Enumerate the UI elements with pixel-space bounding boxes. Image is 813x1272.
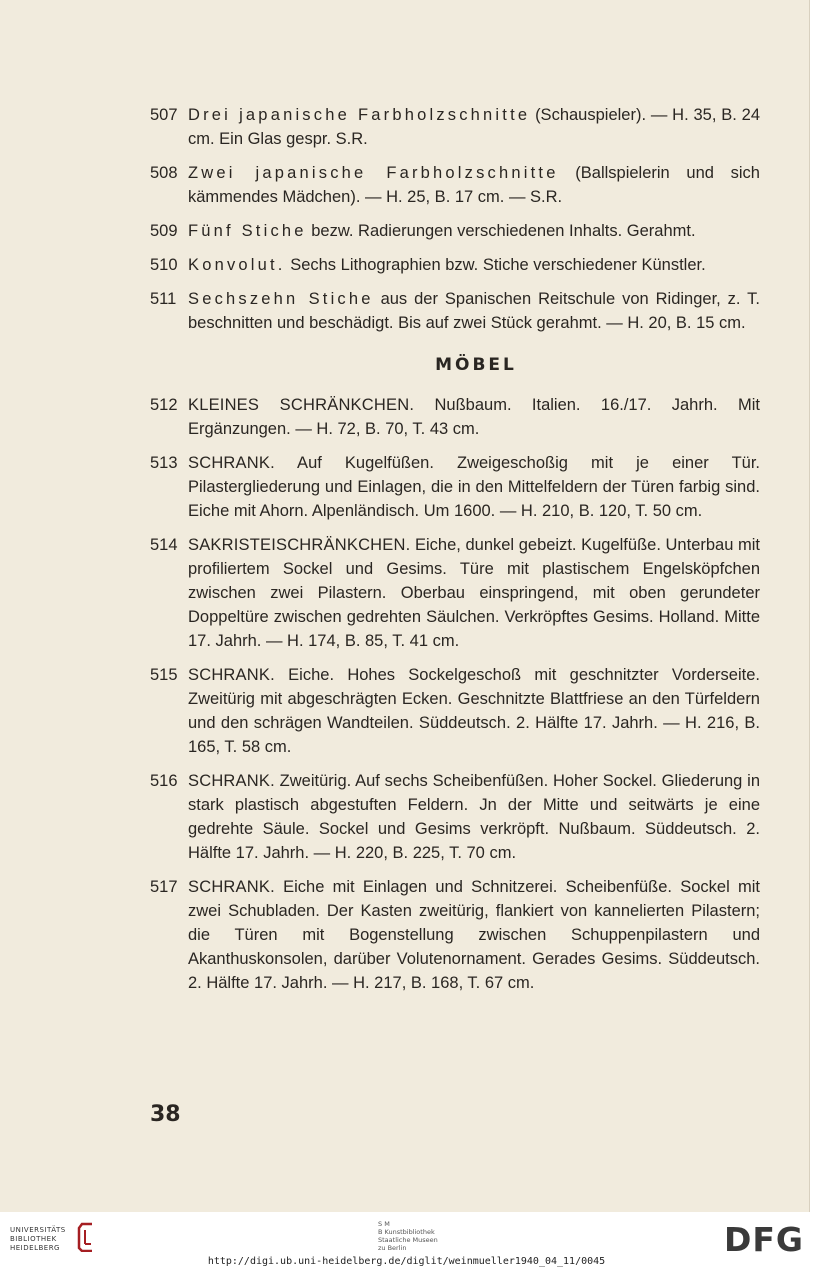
lot-description: aus der Spanischen Reitschule von Ridinger, z. T. beschnitten und beschädigt. Bis auf zwei Stück gerahmt. — H. 20, B. 15 cm.: [188, 290, 760, 332]
lot-title: SCHRANK.: [188, 666, 275, 684]
lot-number: 516: [150, 772, 178, 790]
catalog-entry: [150, 663, 760, 759]
lot-description: Auf Kugelfüßen. Zweigeschoßig mit je einer Tür. Pilastergliederung und Einlagen, die in den Mittelfeldern der Türen farbig sind. Eiche mit Ahorn. Alpenländisch. Um 1600. — H. 210, B. 120, T. 50 cm.: [188, 454, 760, 520]
lot-title: SCHRANK.: [188, 878, 275, 896]
lot-number: 513: [150, 454, 178, 472]
lot-number: 510: [150, 256, 178, 274]
catalog-entry: [150, 451, 760, 523]
catalog-entry: [150, 103, 760, 151]
lot-number: 511: [150, 290, 177, 308]
lot-title: SCHRANK.: [188, 772, 275, 790]
dfg-logo: DFG: [724, 1220, 805, 1259]
lot-description: Nußbaum. Italien. 16./17. Jahrh. Mit Ergänzungen. — H. 72, B. 70, T. 43 cm.: [188, 396, 760, 438]
lot-description: Eiche mit Einlagen und Schnitzerei. Scheibenfüße. Sockel mit zwei Schubladen. Der Kasten zweitürig, flankiert von kannelierten Pilastern; die Türen mit Bogenstellung zwischen Schuppenpilastern und Akanthuskonsolen, darüber Volutenornament. Gerades Gesims. Süddeutsch. 2. Hälfte 17. Jahrh. — H. 217, B. 168, T. 67 cm.: [188, 878, 760, 992]
catalog-entry: [150, 533, 760, 653]
lot-title: SAKRISTEISCHRÄNKCHEN.: [188, 536, 411, 554]
lot-title: Konvolut.: [188, 256, 286, 274]
lot-title: Fünf Stiche: [188, 222, 307, 240]
lot-title: SCHRANK.: [188, 454, 275, 472]
lot-number: 509: [150, 222, 178, 240]
lot-description: Sechs Lithographien bzw. Stiche verschiedener Künstler.: [285, 256, 706, 274]
catalog-entry: [150, 161, 760, 209]
lot-description: (Ballspielerin und sich kämmendes Mädchen). — H. 25, B. 17 cm. — S.R.: [188, 164, 760, 206]
lot-title: Zwei japanische Farbholzschnitte: [188, 164, 559, 182]
lot-description: (Schauspieler). — H. 35, B. 24 cm. Ein Glas gespr. S.R.: [188, 106, 760, 148]
lot-description: Eiche, dunkel gebeizt. Kugelfüße. Unterbau mit profiliertem Sockel und Gesims. Türe mit plastischem Engelsköpfchen zwischen zwei Pilastern. Oberbau einspringend, mit oben gerundeter Doppeltüre zwischen gedrehten Säulchen. Verkröpftes Gesims. Holland. Mitte 17. Jahrh. — H. 174, B. 85, T. 41 cm.: [188, 536, 760, 650]
catalog-entry: [150, 875, 760, 995]
catalog-entry: [150, 253, 760, 277]
lot-number: 515: [150, 666, 178, 684]
lot-title: KLEINES SCHRÄNKCHEN.: [188, 396, 415, 414]
catalog-entry: [150, 287, 760, 335]
catalog-entry: [150, 769, 760, 865]
page-number: 38: [150, 1102, 181, 1127]
lot-number: 512: [150, 396, 178, 414]
catalog-text: [150, 103, 760, 1005]
lot-number: 508: [150, 164, 178, 182]
lot-number: 514: [150, 536, 178, 554]
permalink-url[interactable]: http://digi.ub.uni-heidelberg.de/diglit/weinmueller1940_04_11/0045: [207, 1256, 606, 1267]
catalog-entry: [150, 219, 760, 243]
university-library-label: UNIVERSITÄTS BIBLIOTHEK HEIDELBERG: [10, 1226, 66, 1252]
lot-description: Zweitürig. Auf sechs Scheibenfüßen. Hoher Sockel. Gliederung in stark plastisch abgestuften Feldern. Jn der Mitte und seitwärts je eine gedrehte Säule. Sockel und Gesims verkröpft. Nußbaum. Süddeutsch. 2. Hälfte 17. Jahrh. — H. 220, B. 225, T. 70 cm.: [188, 772, 760, 862]
university-logo-icon: [76, 1222, 96, 1252]
lot-description: bezw. Radierungen verschiedenen Inhalts. Gerahmt.: [306, 222, 696, 240]
lot-number: 517: [150, 878, 178, 896]
lot-number: 507: [150, 106, 178, 124]
lot-title: Sechszehn Stiche: [188, 290, 374, 308]
library-stamp: S M B Kunstbibliothek Staatliche Museen zu Berlin: [378, 1220, 438, 1252]
catalog-entry: [150, 393, 760, 441]
section-heading: MÖBEL: [435, 355, 517, 375]
lot-title: Drei japanische Farbholzschnitte: [188, 106, 531, 124]
lot-description: Eiche. Hohes Sockelgeschoß mit geschnitzter Vorderseite. Zweitürig mit abgeschrägten Ecken. Geschnitzte Blattfriese an den Türfeldern und den schrägen Wandteilen. Süddeutsch. 2. Hälfte 17. Jahrh. — H. 216, B. 165, T. 58 cm.: [188, 666, 760, 756]
viewer-footer: [0, 1212, 813, 1272]
